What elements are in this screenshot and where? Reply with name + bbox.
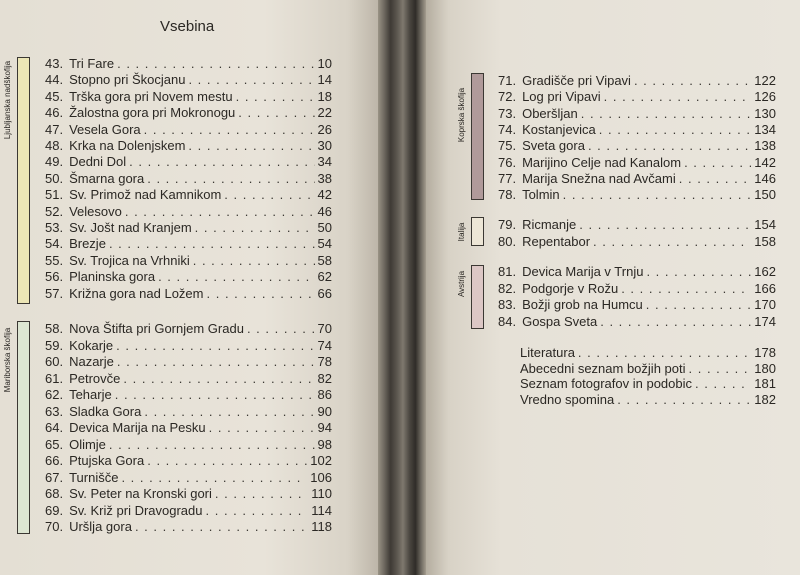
entry-number: 44. (45, 72, 64, 88)
entry-page-number: 34 (317, 154, 332, 170)
entry-number: 63. (45, 403, 64, 419)
entry-page-number: 50 (317, 220, 332, 235)
group-label-mariborska: Mariborska škofija (3, 327, 12, 393)
dot-leader (188, 137, 314, 154)
entry-page-number: 166 (754, 280, 776, 296)
dot-leader (588, 137, 751, 154)
dot-leader (563, 186, 752, 203)
entry-page-number: 38 (317, 170, 332, 186)
entry-number: 62. (45, 387, 64, 402)
entry-page-number: 150 (754, 187, 776, 203)
entry-page-number: 174 (754, 313, 776, 329)
entry-number: 52. (45, 203, 64, 219)
entry-number: 83. (498, 297, 517, 312)
entry-title: Stopno pri Škocjanu (69, 72, 186, 88)
entry-title: Dedni Dol (69, 154, 127, 170)
dot-leader (689, 360, 752, 377)
toc-entry (45, 153, 332, 170)
entry-number: 71. (498, 73, 517, 88)
entry-title: Uršlja gora (69, 519, 132, 534)
toc-entry (498, 296, 776, 313)
dot-leader (236, 88, 315, 105)
dot-leader (115, 386, 315, 403)
entry-title: Podgorje v Rožu (522, 280, 619, 296)
entry-number: 76. (498, 154, 517, 170)
dot-leader (158, 268, 314, 285)
dot-leader (247, 320, 315, 337)
entry-page-number: 134 (754, 121, 776, 137)
entry-page-number: 66 (317, 285, 332, 301)
entry-title: Planinska gora (69, 269, 156, 285)
group-label-koprska: Koprska škofija (457, 87, 466, 143)
entry-title: Tri Fare (69, 56, 115, 71)
entry-title: Ptujska Gora (69, 453, 145, 468)
dot-leader (600, 313, 751, 330)
entry-number: 57. (45, 285, 64, 301)
toc-entry (45, 518, 332, 535)
dot-leader (147, 452, 307, 469)
entry-page-number: 138 (754, 138, 776, 154)
entry-title: Vesela Gora (69, 121, 141, 137)
toc-entry (520, 360, 776, 377)
entry-title: Devica Marija v Trnju (522, 264, 644, 279)
toc-entry (498, 313, 776, 330)
entry-page-number: 122 (754, 73, 776, 88)
entry-page-number: 22 (317, 105, 332, 121)
dot-leader (117, 55, 314, 72)
toc-entry (498, 233, 776, 250)
entry-page-number: 46 (317, 203, 332, 219)
toc-entry (45, 469, 332, 486)
dot-leader (116, 337, 314, 354)
entry-title: Repentabor (522, 233, 591, 249)
dot-leader (679, 170, 752, 187)
entry-title: Krka na Dolenjskem (69, 138, 186, 153)
entry-number: 70. (45, 519, 64, 534)
entry-number: 84. (498, 313, 517, 329)
entry-page-number: 114 (311, 502, 332, 518)
entry-page-number: 54 (317, 236, 332, 252)
dot-leader (188, 71, 314, 88)
entry-title: Marija Snežna nad Avčami (522, 170, 676, 186)
toc-entry (45, 485, 332, 502)
entry-page-number: 162 (754, 264, 776, 279)
toc-entry (45, 170, 332, 187)
group-label-ljubljanska: Ljubljanska nadškofija (3, 60, 12, 140)
group-bracket-mariborska (17, 321, 30, 534)
dot-leader (147, 170, 314, 187)
entry-number: 74. (498, 121, 517, 137)
entry-title: Abecedni seznam božjih poti (520, 360, 686, 376)
toc-entry (498, 137, 776, 154)
dot-leader (634, 72, 751, 89)
dot-leader (206, 502, 309, 519)
entry-page-number: 181 (754, 376, 776, 392)
toc-entry (520, 344, 776, 361)
toc-entry (45, 285, 332, 302)
entry-number: 78. (498, 187, 517, 203)
dot-leader (209, 419, 315, 436)
entry-title: Ricmanje (522, 217, 577, 232)
entry-page-number: 180 (754, 360, 776, 376)
entry-page-number: 130 (754, 105, 776, 121)
entry-page-number: 70 (317, 321, 332, 336)
entry-title: Turnišče (69, 469, 119, 485)
entry-title: Sv. Peter na Kronski gori (69, 486, 212, 501)
toc-entry (498, 72, 776, 89)
entry-number: 49. (45, 154, 64, 170)
toc-entry (45, 121, 332, 138)
toc-entry (45, 186, 332, 203)
toc-entry (520, 375, 776, 392)
entry-page-number: 74 (317, 337, 332, 353)
entry-title: Sladka Gora (69, 403, 142, 419)
entry-page-number: 26 (317, 121, 332, 137)
entry-number: 48. (45, 138, 64, 153)
entry-title: Sv. Križ pri Dravogradu (69, 502, 203, 518)
dot-leader (604, 88, 752, 105)
toc-entry (45, 452, 332, 469)
entry-title: Sv. Jošt nad Kranjem (69, 220, 192, 235)
entry-number: 82. (498, 280, 517, 296)
entry-number: 56. (45, 269, 64, 285)
toc-entry (45, 88, 332, 105)
toc-entry (498, 121, 776, 138)
entry-title: Devica Marija na Pesku (69, 420, 206, 435)
entry-number: 79. (498, 217, 517, 232)
entry-title: Kokarje (69, 337, 114, 353)
entry-title: Trška gora pri Novem mestu (69, 88, 233, 104)
dot-leader (129, 153, 314, 170)
entry-title: Kostanjevica (522, 121, 596, 137)
entry-page-number: 102 (310, 453, 332, 468)
entry-page-number: 62 (317, 269, 332, 285)
entry-page-number: 178 (754, 345, 776, 360)
toc-entry (45, 436, 332, 453)
entry-page-number: 42 (317, 187, 332, 203)
entry-title: Olimje (69, 436, 106, 452)
toc-entry (498, 216, 776, 233)
entry-number: 80. (498, 233, 517, 249)
dot-leader (144, 403, 314, 420)
dot-leader (684, 154, 751, 171)
entry-title: Nova Štifta pri Gornjem Gradu (69, 321, 244, 336)
entry-page-number: 118 (311, 519, 332, 534)
entry-number: 54. (45, 236, 64, 252)
entry-number: 51. (45, 187, 64, 203)
toc-entry (45, 419, 332, 436)
group-bracket-ljubljanska (17, 57, 30, 304)
dot-leader (695, 375, 751, 392)
toc-entry (498, 88, 776, 105)
dot-leader (109, 235, 315, 252)
entry-number: 75. (498, 138, 517, 154)
toc-entry (45, 337, 332, 354)
entry-title: Brezje (69, 236, 106, 252)
entry-page-number: 146 (754, 170, 776, 186)
group-bracket-koprska (471, 73, 484, 200)
entry-number: 72. (498, 89, 517, 105)
entry-page-number: 182 (754, 391, 776, 407)
entry-page-number: 142 (754, 154, 776, 170)
entry-number: 53. (45, 220, 64, 235)
entry-number: 45. (45, 88, 64, 104)
entry-title: Nazarje (69, 354, 114, 369)
entry-page-number: 170 (754, 297, 776, 312)
dot-leader (193, 252, 315, 269)
entry-title: Božji grob na Humcu (522, 297, 643, 312)
entry-number: 55. (45, 252, 64, 268)
entry-page-number: 30 (317, 138, 332, 153)
toc-entry (520, 391, 776, 408)
entry-page-number: 10 (317, 56, 332, 71)
toc-entry (45, 203, 332, 220)
dot-leader (195, 219, 315, 236)
entry-page-number: 154 (754, 217, 776, 232)
entry-title: Log pri Vipavi (522, 89, 601, 105)
entry-number: 64. (45, 420, 64, 435)
toc-entry (45, 55, 332, 72)
entry-title: Sveta gora (522, 138, 585, 154)
entry-page-number: 158 (754, 233, 776, 249)
dot-leader (121, 469, 307, 486)
dot-leader (109, 436, 315, 453)
entry-page-number: 82 (317, 370, 332, 386)
toc-entry (45, 320, 332, 337)
entry-page-number: 126 (754, 89, 776, 105)
toc-entry (498, 280, 776, 297)
dot-leader (646, 263, 751, 280)
entry-number: 68. (45, 486, 64, 501)
entry-page-number: 86 (317, 387, 332, 402)
toc-entry (45, 502, 332, 519)
toc-entry (498, 105, 776, 122)
entry-title: Gospa Sveta (522, 313, 598, 329)
toc-entry (45, 219, 332, 236)
entry-number: 73. (498, 105, 517, 121)
dot-leader (224, 186, 314, 203)
entry-page-number: 90 (317, 403, 332, 419)
entry-page-number: 98 (317, 436, 332, 452)
entry-number: 81. (498, 264, 517, 279)
entry-number: 50. (45, 170, 64, 186)
toc-entry (45, 235, 332, 252)
group-bracket-avstrija (471, 265, 484, 329)
toc-entry (498, 154, 776, 171)
entry-number: 66. (45, 453, 64, 468)
entry-title: Oberšljan (522, 105, 578, 121)
entry-title: Teharje (69, 387, 112, 402)
entry-page-number: 18 (317, 88, 332, 104)
entry-title: Gradišče pri Vipavi (522, 73, 631, 88)
entry-title: Petrovče (69, 370, 121, 386)
toc-entry (45, 370, 332, 387)
dot-leader (215, 485, 308, 502)
entry-number: 47. (45, 121, 64, 137)
dot-leader (599, 121, 752, 138)
toc-entry (498, 263, 776, 280)
group-label-italija: Italija (457, 222, 466, 242)
entry-page-number: 78 (317, 354, 332, 369)
entry-number: 67. (45, 469, 64, 485)
page-title: Vsebina (160, 18, 215, 35)
dot-leader (117, 353, 315, 370)
dot-leader (617, 391, 751, 408)
toc-entry (45, 353, 332, 370)
entry-number: 46. (45, 105, 64, 121)
entry-title: Marijino Celje nad Kanalom (522, 154, 682, 170)
dot-leader (593, 233, 751, 250)
toc-entry (498, 170, 776, 187)
dot-leader (123, 370, 314, 387)
toc-entry (45, 71, 332, 88)
dot-leader (125, 203, 315, 220)
entry-number: 69. (45, 502, 64, 518)
group-label-avstrija: Avstrija (457, 270, 466, 298)
entry-page-number: 106 (310, 469, 332, 485)
toc-entry (45, 268, 332, 285)
toc-entry (45, 104, 332, 121)
entry-title: Sv. Trojica na Vrhniki (69, 252, 190, 268)
entry-title: Vredno spomina (520, 391, 615, 407)
dot-leader (621, 280, 751, 297)
entry-page-number: 58 (317, 252, 332, 268)
entry-title: Tolmin (522, 187, 560, 203)
entry-page-number: 94 (317, 420, 332, 435)
dot-leader (207, 285, 315, 302)
entry-page-number: 14 (317, 72, 332, 88)
dot-leader (238, 104, 314, 121)
entry-title: Šmarna gora (69, 170, 145, 186)
entry-title: Sv. Primož nad Kamnikom (69, 187, 222, 203)
entry-title: Križna gora nad Ložem (69, 285, 204, 301)
toc-entry (45, 386, 332, 403)
entry-number: 60. (45, 354, 64, 369)
toc-entry (45, 252, 332, 269)
entry-title: Žalostna gora pri Mokronogu (69, 105, 236, 121)
entry-number: 59. (45, 337, 64, 353)
entry-number: 77. (498, 170, 517, 186)
dot-leader (581, 105, 752, 122)
entry-number: 61. (45, 370, 64, 386)
group-bracket-italija (471, 217, 484, 246)
book-gutter (378, 0, 426, 575)
dot-leader (135, 518, 308, 535)
toc-entry (45, 403, 332, 420)
entry-title: Seznam fotografov in podobic (520, 376, 692, 392)
entry-title: Literatura (520, 345, 575, 360)
entry-number: 65. (45, 436, 64, 452)
dot-leader (646, 296, 752, 313)
entry-number: 58. (45, 321, 64, 336)
toc-entry (45, 137, 332, 154)
dot-leader (579, 216, 751, 233)
entry-number: 43. (45, 56, 64, 71)
right-page (426, 0, 800, 575)
toc-entry (498, 186, 776, 203)
left-page (0, 0, 378, 575)
dot-leader (144, 121, 315, 138)
entry-page-number: 110 (311, 486, 332, 501)
dot-leader (578, 344, 751, 361)
entry-title: Velesovo (69, 203, 122, 219)
